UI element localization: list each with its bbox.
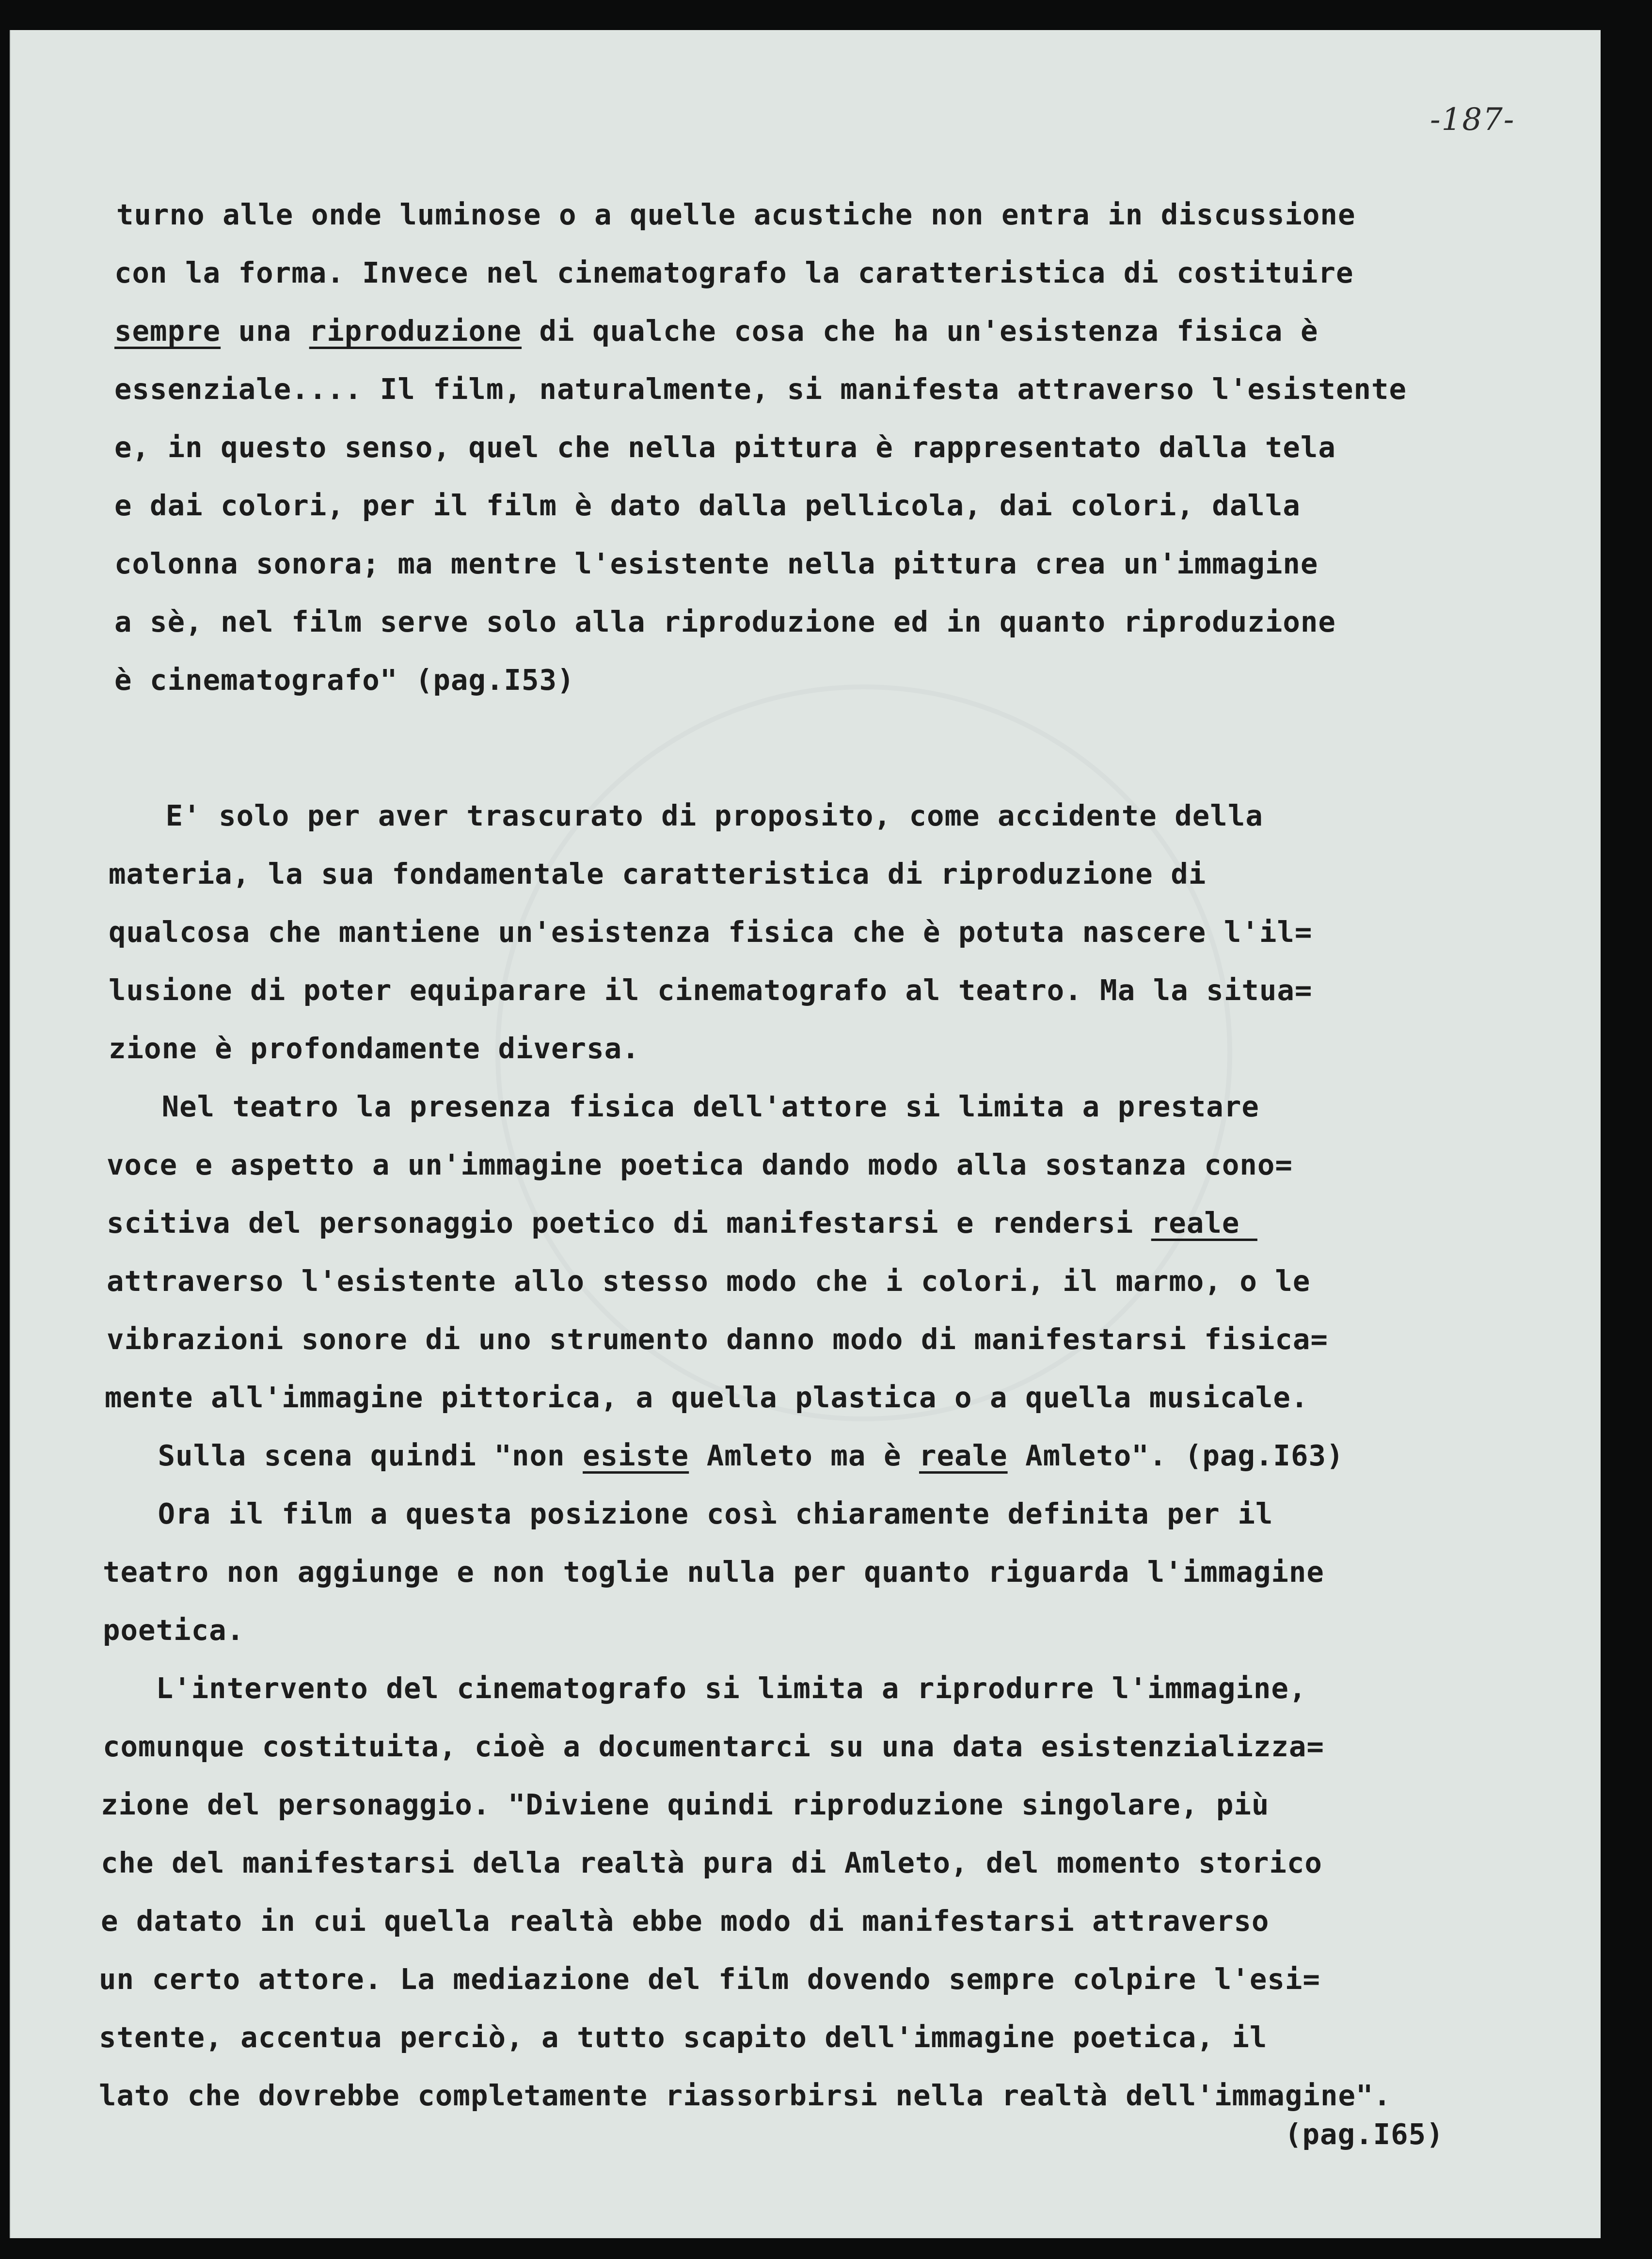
text-line: lusione di poter equiparare il cinematografo al teatro. Ma la situa= xyxy=(109,973,1313,1007)
text-line: con la forma. Invece nel cinematografo la caratteristica di costituire xyxy=(114,256,1354,289)
text-line: mente all'immagine pittorica, a quella plastica o a quella musicale. xyxy=(105,1381,1309,1414)
text-line: essenziale.... Il film, naturalmente, si manifesta attraverso l'esistente xyxy=(114,372,1407,406)
underlined-word: reale xyxy=(919,1439,1008,1472)
page-number: -187- xyxy=(1430,102,1515,138)
text-line: stente, accentua perciò, a tutto scapito dell'immagine poetica, il xyxy=(99,2020,1268,2054)
text-line: attraverso l'esistente allo stesso modo che i colori, il marmo, o le xyxy=(107,1264,1311,1298)
text-line: a sè, nel film serve solo alla riproduzione ed in quanto riproduzione xyxy=(114,605,1336,638)
text-line: sempre una riproduzione di qualche cosa che ha un'esistenza fisica è xyxy=(114,314,1318,348)
text-line: zione è profondamente diversa. xyxy=(109,1032,640,1065)
text-line: L'intervento del cinematografo si limita a riprodurre l'immagine, xyxy=(103,1671,1307,1705)
text-line: e, in questo senso, quel che nella pittura è rappresentato dalla tela xyxy=(114,430,1336,464)
text-line: che del manifestarsi della realtà pura di Amleto, del momento storico xyxy=(101,1846,1322,1879)
text-line: materia, la sua fondamentale caratteristica di riproduzione di xyxy=(109,857,1207,891)
text-line: colonna sonora; ma mentre l'esistente nella pittura crea un'immagine xyxy=(114,547,1318,580)
underlined-word: reale xyxy=(1151,1206,1257,1240)
text-line: (pag.I65) xyxy=(1285,2117,1444,2151)
text-line: voce e aspetto a un'immagine poetica dando modo alla sostanza cono= xyxy=(107,1148,1293,1181)
text-line: teatro non aggiunge e non toglie nulla per quanto riguarda l'immagine xyxy=(103,1555,1324,1589)
text-line: lato che dovrebbe completamente riassorbirsi nella realtà dell'immagine". xyxy=(99,2079,1392,2112)
text-line: poetica. xyxy=(103,1613,245,1647)
text-line: zione del personaggio. "Diviene quindi riproduzione singolare, più xyxy=(101,1788,1270,1821)
text-line: Ora il film a questa posizione così chiaramente definita per il xyxy=(105,1497,1273,1530)
underlined-word: sempre xyxy=(114,314,221,348)
text-line: vibrazioni sonore di uno strumento danno modo di manifestarsi fisica= xyxy=(107,1322,1328,1356)
text-line: turno alle onde luminose o a quelle acustiche non entra in discussione xyxy=(116,198,1356,231)
text-line: e dai colori, per il film è dato dalla pellicola, dai colori, dalla xyxy=(114,489,1301,522)
text-line: è cinematografo" (pag.I53) xyxy=(114,663,575,697)
underlined-word: riproduzione xyxy=(309,314,522,348)
text-line: e datato in cui quella realtà ebbe modo di manifestarsi attraverso xyxy=(101,1904,1270,1938)
underlined-word: esiste xyxy=(583,1439,689,1472)
text-line: qualcosa che mantiene un'esistenza fisica che è potuta nascere l'il= xyxy=(109,915,1313,949)
text-line: E' solo per aver trascurato di proposito, come accidente della xyxy=(112,799,1263,832)
text-line: comunque costituita, cioè a documentarci su una data esistenzializza= xyxy=(103,1730,1324,1763)
text-line: Sulla scena quindi "non esiste Amleto ma è reale Amleto". (pag.I63) xyxy=(105,1439,1344,1472)
text-line: un certo attore. La mediazione del film dovendo sempre colpire l'esi= xyxy=(99,1962,1320,1996)
text-line: Nel teatro la presenza fisica dell'attore si limita a prestare xyxy=(109,1090,1259,1123)
text-line: scitiva del personaggio poetico di manifestarsi e rendersi reale xyxy=(107,1206,1257,1240)
